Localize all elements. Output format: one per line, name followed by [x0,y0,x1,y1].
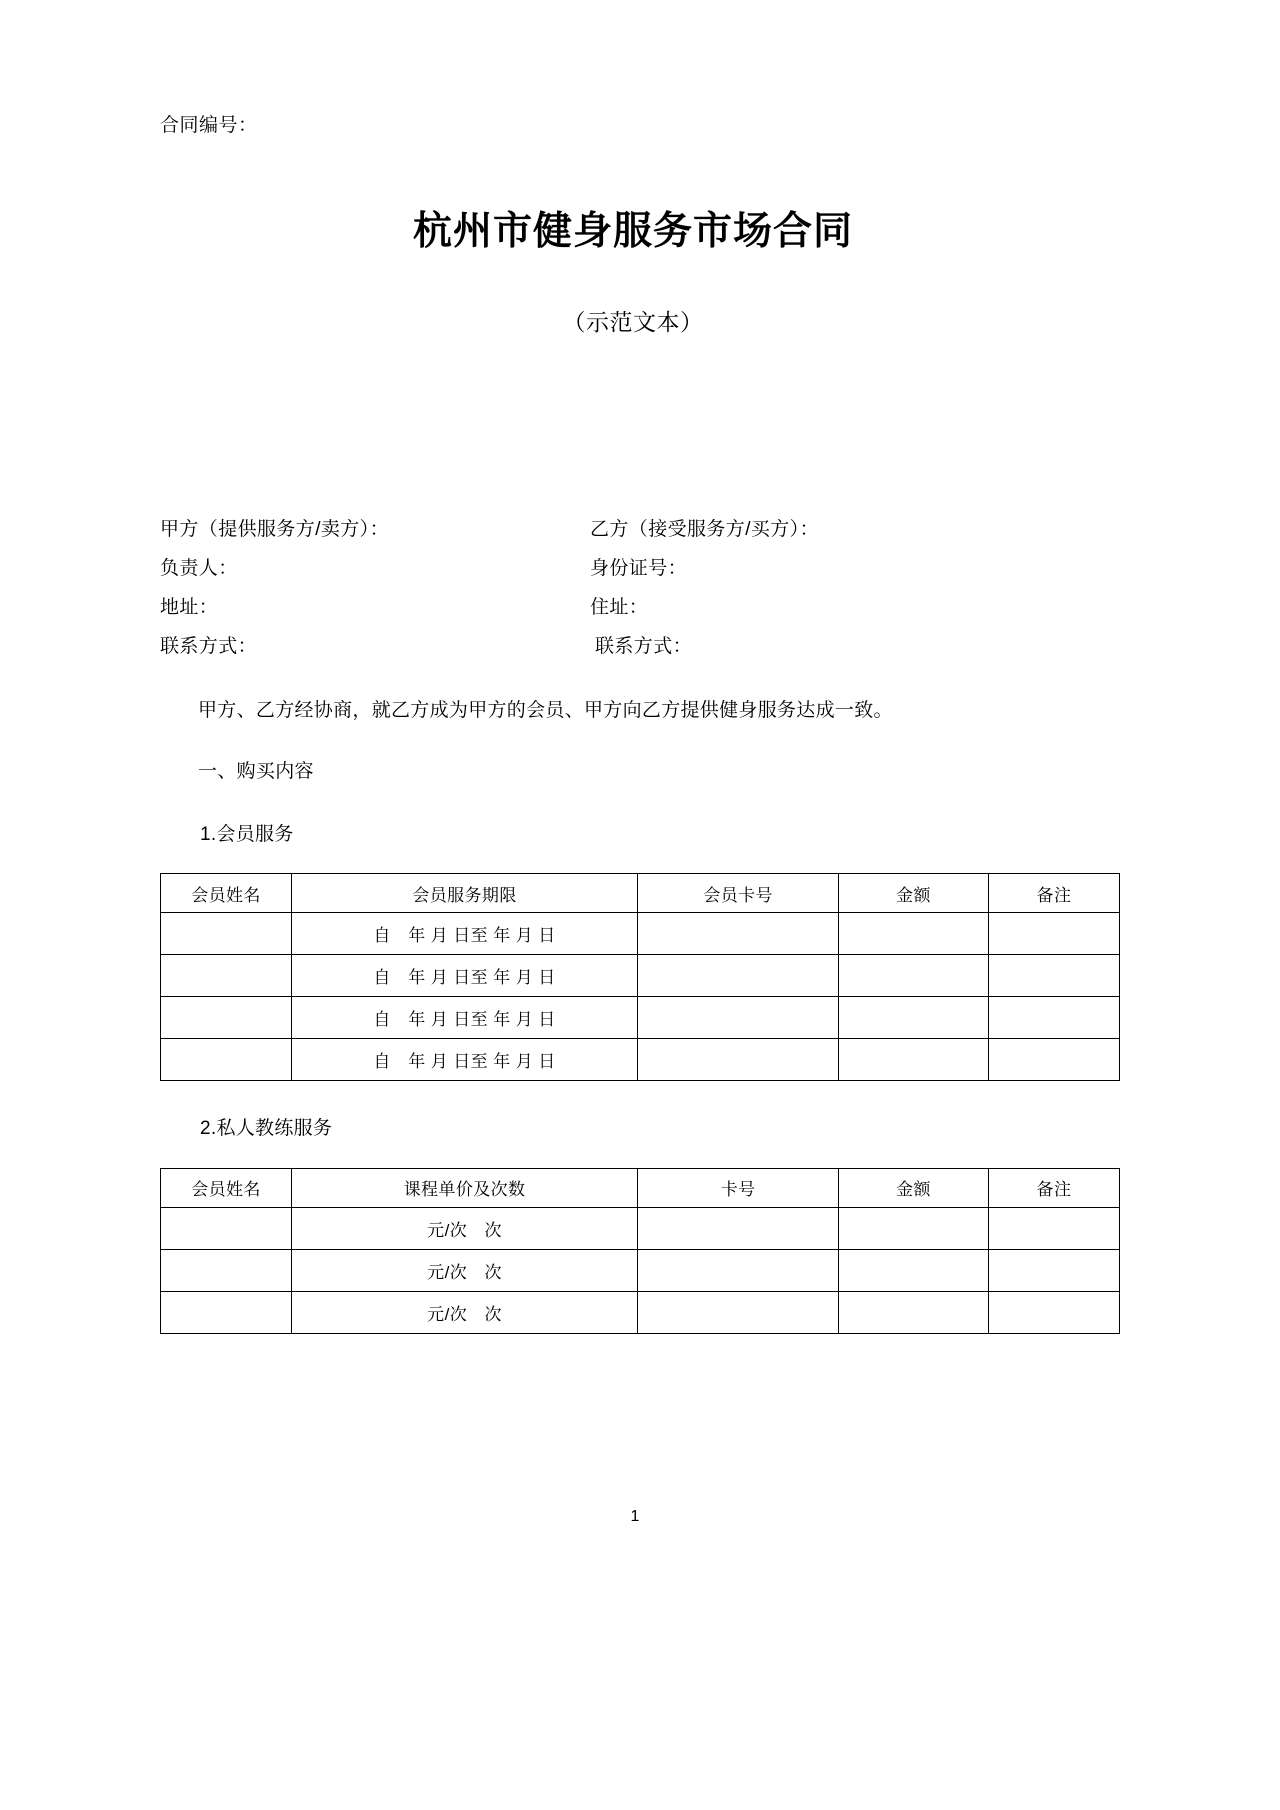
column-header-remark: 备注 [988,1168,1119,1207]
cell-amount[interactable] [839,1039,989,1081]
cell-amount[interactable] [839,997,989,1039]
cell-member-name[interactable] [161,1207,292,1249]
cell-service-term[interactable]: 自 年 月 日至 年 月 日 [292,1039,638,1081]
cell-member-card-no[interactable] [638,1039,839,1081]
cell-course-price-count[interactable]: 元/次 次 [292,1291,638,1333]
party-b-id-number-label: 身份证号： [590,557,688,579]
party-row [160,598,1120,617]
cell-service-term[interactable]: 自 年 月 日至 年 月 日 [292,997,638,1039]
column-header-remark: 备注 [988,874,1119,913]
column-header-member-card-no: 会员卡号 [638,874,839,913]
table-header-row [161,1168,1120,1207]
column-header-amount: 金额 [839,874,989,913]
cell-amount[interactable] [839,1207,989,1249]
page-subtitle: （示范文本） [562,308,704,335]
party-a-representative-label: 负责人： [160,557,238,579]
cell-remark[interactable] [988,1039,1119,1081]
party-row [160,559,1120,578]
table-row [161,1291,1120,1333]
table-row [161,1039,1120,1081]
document-page-1 [80,0,1200,1584]
cell-card-no[interactable] [638,1207,839,1249]
cell-amount[interactable] [839,955,989,997]
subsection-heading-personal-trainer-service: 2.私人教练服务 [200,1118,333,1140]
cell-member-name[interactable] [161,955,292,997]
cell-remark[interactable] [988,1207,1119,1249]
table-row [161,913,1120,955]
personal-trainer-service-table [160,1168,1120,1334]
cell-course-price-count[interactable]: 元/次 次 [292,1249,638,1291]
cell-amount[interactable] [839,1249,989,1291]
table-row [161,1249,1120,1291]
table-header-row [161,874,1120,913]
column-header-member-name: 会员姓名 [161,1168,292,1207]
cell-member-name[interactable] [161,1039,292,1081]
cell-remark[interactable] [988,955,1119,997]
document-sheet [80,0,1200,1584]
column-header-amount: 金额 [839,1168,989,1207]
page-title: 杭州市健身服务市场合同 [412,209,853,253]
party-row [160,637,1120,656]
table-row [161,1207,1120,1249]
cell-service-term[interactable]: 自 年 月 日至 年 月 日 [292,955,638,997]
party-a-address-label: 地址： [160,596,219,618]
cell-amount[interactable] [839,913,989,955]
page-number: 1 [630,1508,640,1525]
party-a-name-label: 甲方（提供服务方/卖方）： [160,518,389,540]
contract-number-label: 合同编号： [160,115,258,136]
cell-remark[interactable] [988,997,1119,1039]
subsection-heading-membership-service: 1.会员服务 [200,823,294,845]
cell-member-card-no[interactable] [638,997,839,1039]
cell-member-name[interactable] [161,1249,292,1291]
agreement-paragraph: 甲方、乙方经协商，就乙方成为甲方的会员、甲方向乙方提供健身服务达成一致。 [198,699,893,721]
party-a-contact-label: 联系方式： [160,635,258,657]
party-b-name-label: 乙方（接受服务方/买方）： [590,518,819,540]
table-row [161,955,1120,997]
section-heading-purchase-content: 一、购买内容 [198,761,314,783]
cell-card-no[interactable] [638,1249,839,1291]
column-header-card-no: 卡号 [638,1168,839,1207]
cell-member-name[interactable] [161,913,292,955]
table-row [161,997,1120,1039]
cell-remark[interactable] [988,1291,1119,1333]
cell-member-name[interactable] [161,997,292,1039]
membership-service-table [160,873,1120,1081]
cell-amount[interactable] [839,1291,989,1333]
cell-remark[interactable] [988,913,1119,955]
cell-member-name[interactable] [161,1291,292,1333]
cell-service-term[interactable]: 自 年 月 日至 年 月 日 [292,913,638,955]
party-b-address-label: 住址： [590,596,649,618]
cell-member-card-no[interactable] [638,913,839,955]
party-b-contact-label: 联系方式： [595,635,693,657]
column-header-member-name: 会员姓名 [161,874,292,913]
column-header-service-term: 会员服务期限 [292,874,638,913]
cell-remark[interactable] [988,1249,1119,1291]
parties-block [160,520,1120,656]
party-row [160,520,1120,539]
cell-member-card-no[interactable] [638,955,839,997]
column-header-course-price-count: 课程单价及次数 [292,1168,638,1207]
cell-card-no[interactable] [638,1291,839,1333]
cell-course-price-count[interactable]: 元/次 次 [292,1207,638,1249]
